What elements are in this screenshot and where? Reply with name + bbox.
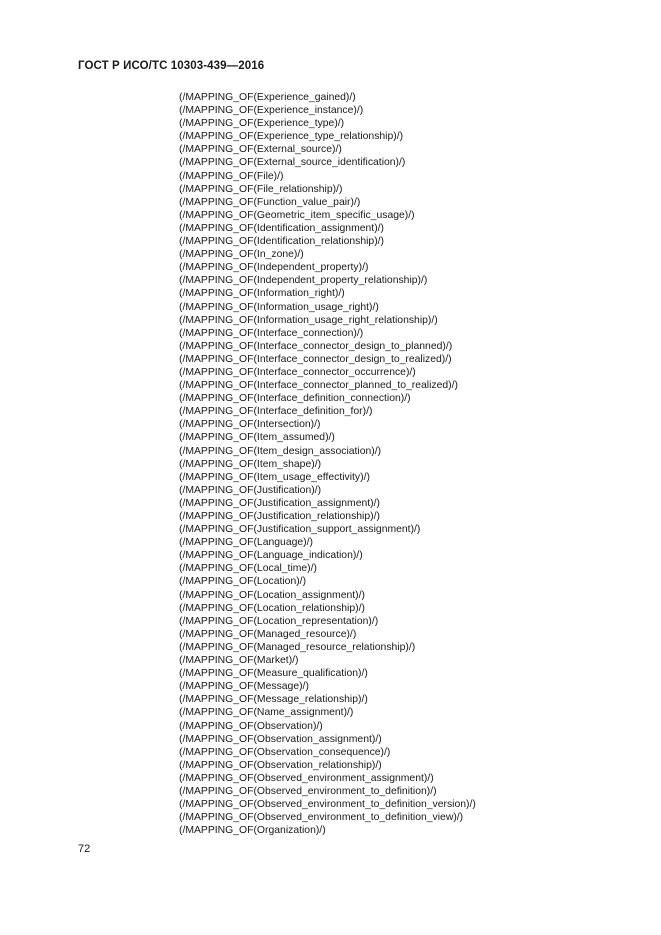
mapping-line: (/MAPPING_OF(Message)/) xyxy=(179,681,309,693)
mapping-line: (/MAPPING_OF(Organization)/) xyxy=(179,825,326,837)
mapping-line: (/MAPPING_OF(Interface_connector_design_to_planned)/) xyxy=(179,340,453,352)
mapping-line: (/MAPPING_OF(Interface_connector_planned_to_realized)/) xyxy=(179,380,458,392)
mapping-line: (/MAPPING_OF(Identification_relationship)/) xyxy=(179,236,385,248)
mapping-list xyxy=(179,91,476,837)
mapping-line: (/MAPPING_OF(Information_right)/) xyxy=(179,288,345,300)
mapping-line: (/MAPPING_OF(Location)/) xyxy=(179,576,307,588)
mapping-line: (/MAPPING_OF(Interface_connector_design_to_realized)/) xyxy=(179,353,452,365)
mapping-line: (/MAPPING_OF(Item_shape)/) xyxy=(179,458,322,470)
mapping-line: (/MAPPING_OF(Language_indication)/) xyxy=(179,550,363,562)
mapping-line: (/MAPPING_OF(Location_assignment)/) xyxy=(179,589,365,601)
mapping-line: (/MAPPING_OF(Local_time)/) xyxy=(179,563,317,575)
mapping-line: (/MAPPING_OF(Location_relationship)/) xyxy=(179,602,365,614)
mapping-line: (/MAPPING_OF(Interface_definition_for)/) xyxy=(179,406,373,418)
mapping-line: (/MAPPING_OF(Intersection)/) xyxy=(179,419,321,431)
mapping-line: (/MAPPING_OF(Observation_assignment)/) xyxy=(179,733,382,745)
mapping-line: (/MAPPING_OF(Justification_relationship)/) xyxy=(179,511,380,522)
mapping-line: (/MAPPING_OF(Geometric_item_specific_usage)/) xyxy=(179,209,415,221)
mapping-line: (/MAPPING_OF(Function_value_pair)/) xyxy=(179,196,361,208)
mapping-line: (/MAPPING_OF(Interface_definition_connection)/) xyxy=(179,393,411,405)
mapping-line: (/MAPPING_OF(Independent_property_relationship)/) xyxy=(179,275,428,287)
mapping-line: (/MAPPING_OF(File)/) xyxy=(179,170,284,182)
mapping-line: (/MAPPING_OF(Location_representation)/) xyxy=(179,615,379,627)
mapping-line: (/MAPPING_OF(External_source)/) xyxy=(179,144,342,156)
mapping-line: (/MAPPING_OF(Managed_resource_relationship)/) xyxy=(179,641,416,653)
mapping-line: (/MAPPING_OF(File_relationship)/) xyxy=(179,183,343,195)
mapping-line: (/MAPPING_OF(Observed_environment_assignment)/) xyxy=(179,772,434,784)
mapping-line: (/MAPPING_OF(Message_relationship)/) xyxy=(179,694,368,706)
mapping-line: (/MAPPING_OF(Name_assignment)/) xyxy=(179,707,354,719)
mapping-line: (/MAPPING_OF(Item_design_association)/) xyxy=(179,445,382,457)
mapping-line: (/MAPPING_OF(Identification_assignment)/) xyxy=(179,222,384,234)
mapping-line: (/MAPPING_OF(Justification_support_assignment)/) xyxy=(179,524,421,536)
document-header: ГОСТ Р ИСО/ТС 10303-439—2016 xyxy=(78,60,265,72)
mapping-line: (/MAPPING_OF(Language)/) xyxy=(179,537,313,549)
page-number: 72 xyxy=(78,843,91,855)
mapping-line: (/MAPPING_OF(Information_usage_right_relationship)/) xyxy=(179,314,438,326)
mapping-line: (/MAPPING_OF(Interface_connection)/) xyxy=(179,327,364,339)
mapping-line: (/MAPPING_OF(Experience_type_relationship)/) xyxy=(179,131,404,143)
mapping-line: (/MAPPING_OF(Observed_environment_to_definition)/) xyxy=(179,785,437,797)
mapping-line: (/MAPPING_OF(Observed_environment_to_definition_view)/) xyxy=(179,812,464,824)
mapping-line: (/MAPPING_OF(Observation_consequence)/) xyxy=(179,746,391,758)
mapping-line: (/MAPPING_OF(External_source_identification)/) xyxy=(179,157,406,169)
mapping-line: (/MAPPING_OF(Measure_qualification)/) xyxy=(179,668,368,680)
mapping-line: (/MAPPING_OF(Observation)/) xyxy=(179,720,323,732)
mapping-line: (/MAPPING_OF(Experience_type)/) xyxy=(179,118,345,130)
mapping-line: (/MAPPING_OF(In_zone)/) xyxy=(179,249,304,261)
mapping-line: (/MAPPING_OF(Observed_environment_to_definition_version)/) xyxy=(179,799,476,811)
mapping-line: (/MAPPING_OF(Item_assumed)/) xyxy=(179,432,335,444)
mapping-line: (/MAPPING_OF(Item_usage_effectivity)/) xyxy=(179,471,370,483)
mapping-line: (/MAPPING_OF(Interface_connector_occurrence)/) xyxy=(179,366,416,378)
mapping-line: (/MAPPING_OF(Experience_instance)/) xyxy=(179,105,364,117)
mapping-line: (/MAPPING_OF(Market)/) xyxy=(179,655,299,667)
mapping-line: (/MAPPING_OF(Justification_assignment)/) xyxy=(179,497,380,509)
mapping-line: (/MAPPING_OF(Independent_property)/) xyxy=(179,262,369,274)
mapping-line: (/MAPPING_OF(Information_usage_right)/) xyxy=(179,301,379,313)
mapping-line: (/MAPPING_OF(Justification)/) xyxy=(179,484,322,496)
mapping-line: (/MAPPING_OF(Observation_relationship)/) xyxy=(179,759,382,771)
mapping-line: (/MAPPING_OF(Experience_gained)/) xyxy=(179,92,356,103)
mapping-line: (/MAPPING_OF(Managed_resource)/) xyxy=(179,628,357,640)
